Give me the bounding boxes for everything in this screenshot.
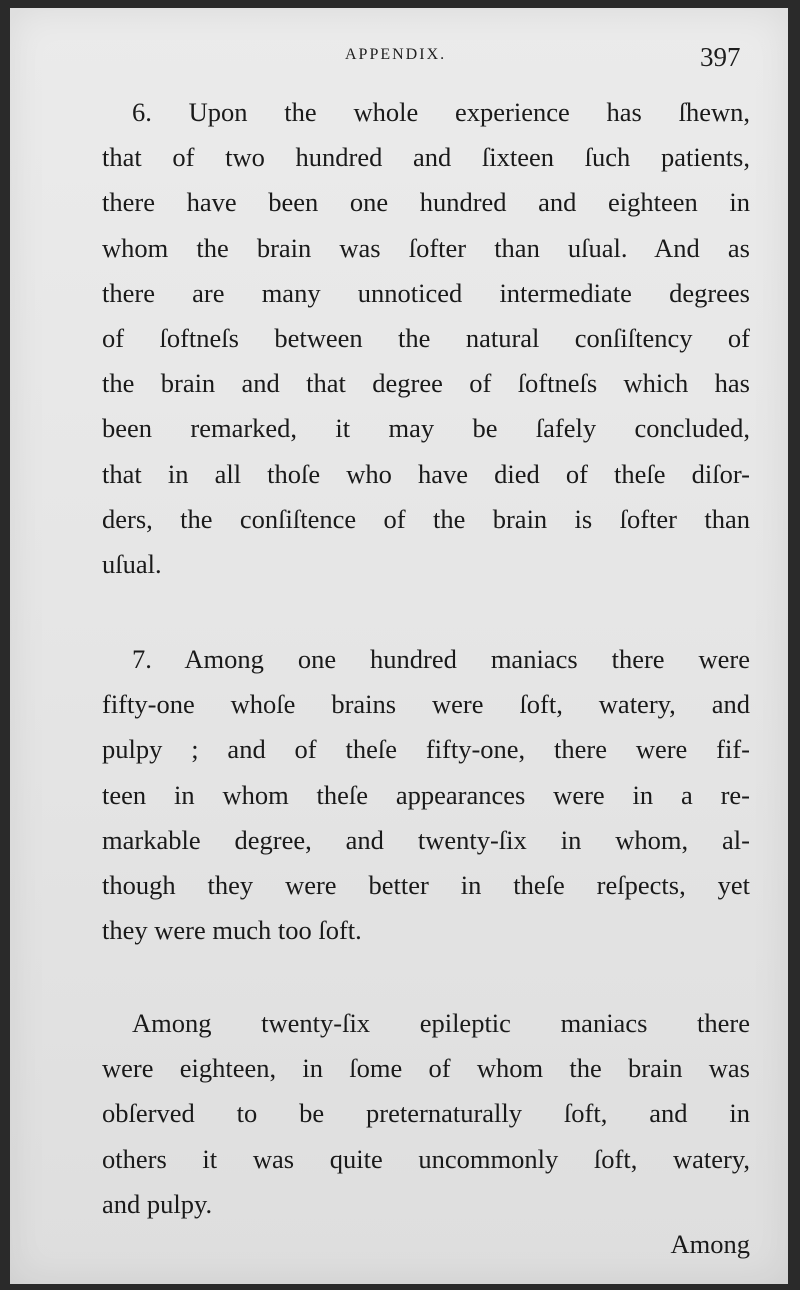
paragraph-7	[102, 637, 750, 953]
text-line: ders, the conſiſtence of the brain is ſofter than	[102, 503, 750, 534]
text-line: though they were better in theſe reſpects, yet	[102, 869, 750, 900]
text-line: pulpy ; and of theſe fifty-one, there were fif-	[102, 734, 750, 765]
text-line: others it was quite uncommonly ſoft, watery,	[102, 1143, 750, 1174]
text-line: there have been one hundred and eighteen in	[102, 187, 750, 218]
text-line: Among twenty-ſix epileptic maniacs there	[132, 1008, 750, 1038]
text-line: markable degree, and twenty-ſix in whom, al-	[102, 824, 750, 855]
book-page	[10, 8, 788, 1284]
page-number: 397	[700, 42, 741, 72]
catchword: Among	[670, 1229, 750, 1259]
text-line: they were much too ſoft.	[102, 915, 362, 946]
text-line: of ſoftneſs between the natural conſiſtency of	[102, 322, 750, 353]
text-line: the brain and that degree of ſoftneſs which has	[102, 368, 750, 399]
text-line: 6. Upon the whole experience has ſhewn,	[132, 97, 750, 127]
catchword-block	[102, 1222, 750, 1267]
text-line: there are many unnoticed intermediate degrees	[102, 277, 750, 308]
text-line: 7. Among one hundred maniacs there were	[132, 644, 750, 674]
text-line: obſerved to be preternaturally ſoft, and in	[102, 1098, 750, 1129]
text-line: teen in whom theſe appearances were in a re-	[102, 779, 750, 810]
text-line: that in all thoſe who have died of theſe diſor-	[102, 458, 750, 489]
text-line: that of two hundred and ſixteen ſuch patients,	[102, 142, 750, 173]
text-line: were eighteen, in ſome of whom the brain was	[102, 1053, 750, 1084]
paragraph-6	[102, 90, 750, 587]
text-line: uſual.	[102, 548, 162, 579]
paragraph-epileptic	[102, 1001, 750, 1227]
running-head: APPENDIX.	[345, 46, 447, 63]
text-line: been remarked, it may be ſafely concluded,	[102, 413, 750, 444]
text-line: whom the brain was ſofter than uſual. And as	[102, 232, 750, 263]
text-line: and pulpy.	[102, 1188, 213, 1219]
text-line: fifty-one whoſe brains were ſoft, watery, and	[102, 689, 750, 720]
page-header	[10, 42, 788, 82]
